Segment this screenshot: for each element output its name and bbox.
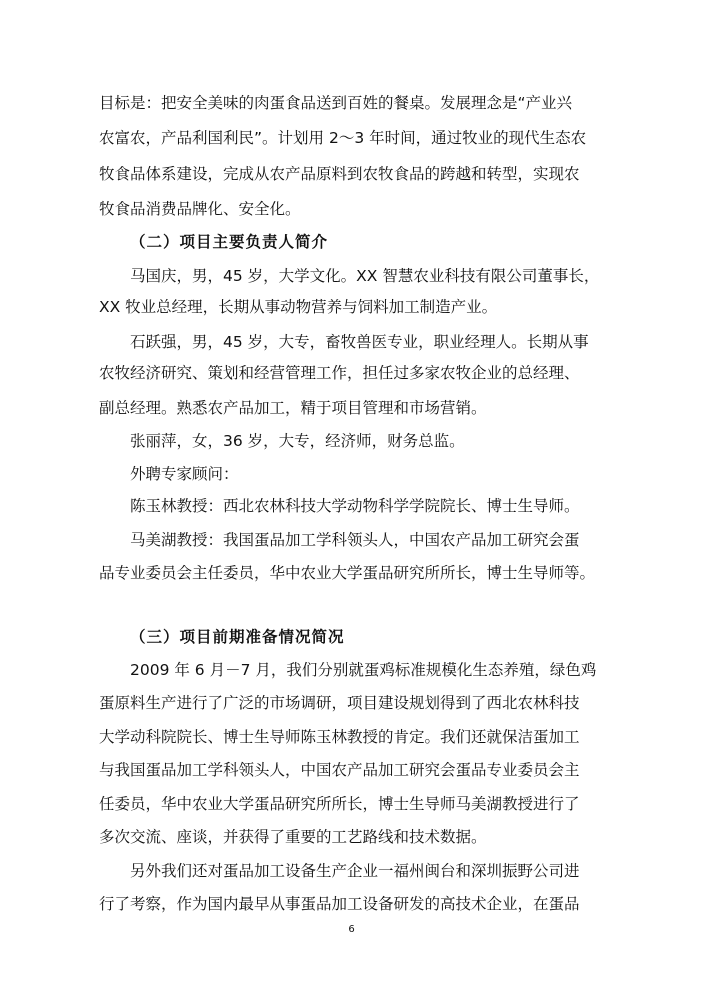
paragraph-line: 陈玉林教授：西北农林科技大学动物科学学院院长、博士生导师。 [130,497,580,515]
paragraph-line: 任委员，华中农业大学蛋品研究所所长，博士生导师马美湖教授进行了 [99,795,580,813]
paragraph-line: 蛋原料生产进行了广泛的市场调研，项目建设规划得到了西北农林科技 [99,694,580,712]
paragraph-line: 牧食品消费品牌化、安全化。 [99,200,301,218]
paragraph-line: 张丽萍，女，36 岁，大专，经济师，财务总监。 [130,432,465,450]
paragraph-line: 牧食品体系建设，完成从农产品原料到农牧食品的跨越和转型，实现农 [99,165,580,183]
page-number: 6 [348,924,355,935]
paragraph-line: 副总经理。熟悉农产品加工，精于项目管理和市场营销。 [99,399,487,417]
paragraph-line: 行了考察，作为国内最早从事蛋品加工设备研发的高技术企业，在蛋品 [99,895,580,913]
paragraph-line: 2009 年 6 月－7 月，我们分别就蛋鸡标准规模化生态养殖，绿色鸡 [130,661,597,679]
paragraph-line: 多次交流、座谈，并获得了重要的工艺路线和技术数据。 [99,828,487,846]
paragraph-line: 石跃强，男，45 岁，大专，畜牧兽医专业，职业经理人。长期从事 [130,333,589,351]
paragraph-line: 农牧经济研究、策划和经营管理工作，担任过多家农牧企业的总经理、 [99,364,580,382]
paragraph-line: XX 牧业总经理，长期从事动物营养与饲料加工制造产业。 [99,298,498,316]
paragraph-line: 大学动科院院长、博士生导师陈玉林教授的肯定。我们还就保洁蛋加工 [99,728,580,746]
paragraph-line: 另外我们还对蛋品加工设备生产企业一福州闽台和深圳振野公司进 [130,862,580,880]
paragraph-line: 与我国蛋品加工学科领头人，中国农产品加工研究会蛋品专业委员会主 [99,761,580,779]
paragraph-line: 外聘专家顾问： [130,465,239,483]
paragraph-line: 目标是：把安全美味的肉蛋食品送到百姓的餐桌。发展理念是“产业兴 [99,94,573,112]
paragraph-line: 品专业委员会主任委员，华中农业大学蛋品研究所所长，博士生导师等。 [99,564,596,582]
paragraph-line: 马美湖教授：我国蛋品加工学科领头人，中国农产品加工研究会蛋 [130,531,580,549]
section-heading: （三）项目前期准备情况简况 [130,628,345,646]
section-heading: （二）项目主要负责人简介 [130,233,329,251]
paragraph-line: 马国庆，男，45 岁，大学文化。XX 智慧农业科技有限公司董事长， [130,267,600,285]
paragraph-line: 农富农，产品利国利民”。计划用 2～3 年时间，通过牧业的现代生态农 [99,129,587,147]
